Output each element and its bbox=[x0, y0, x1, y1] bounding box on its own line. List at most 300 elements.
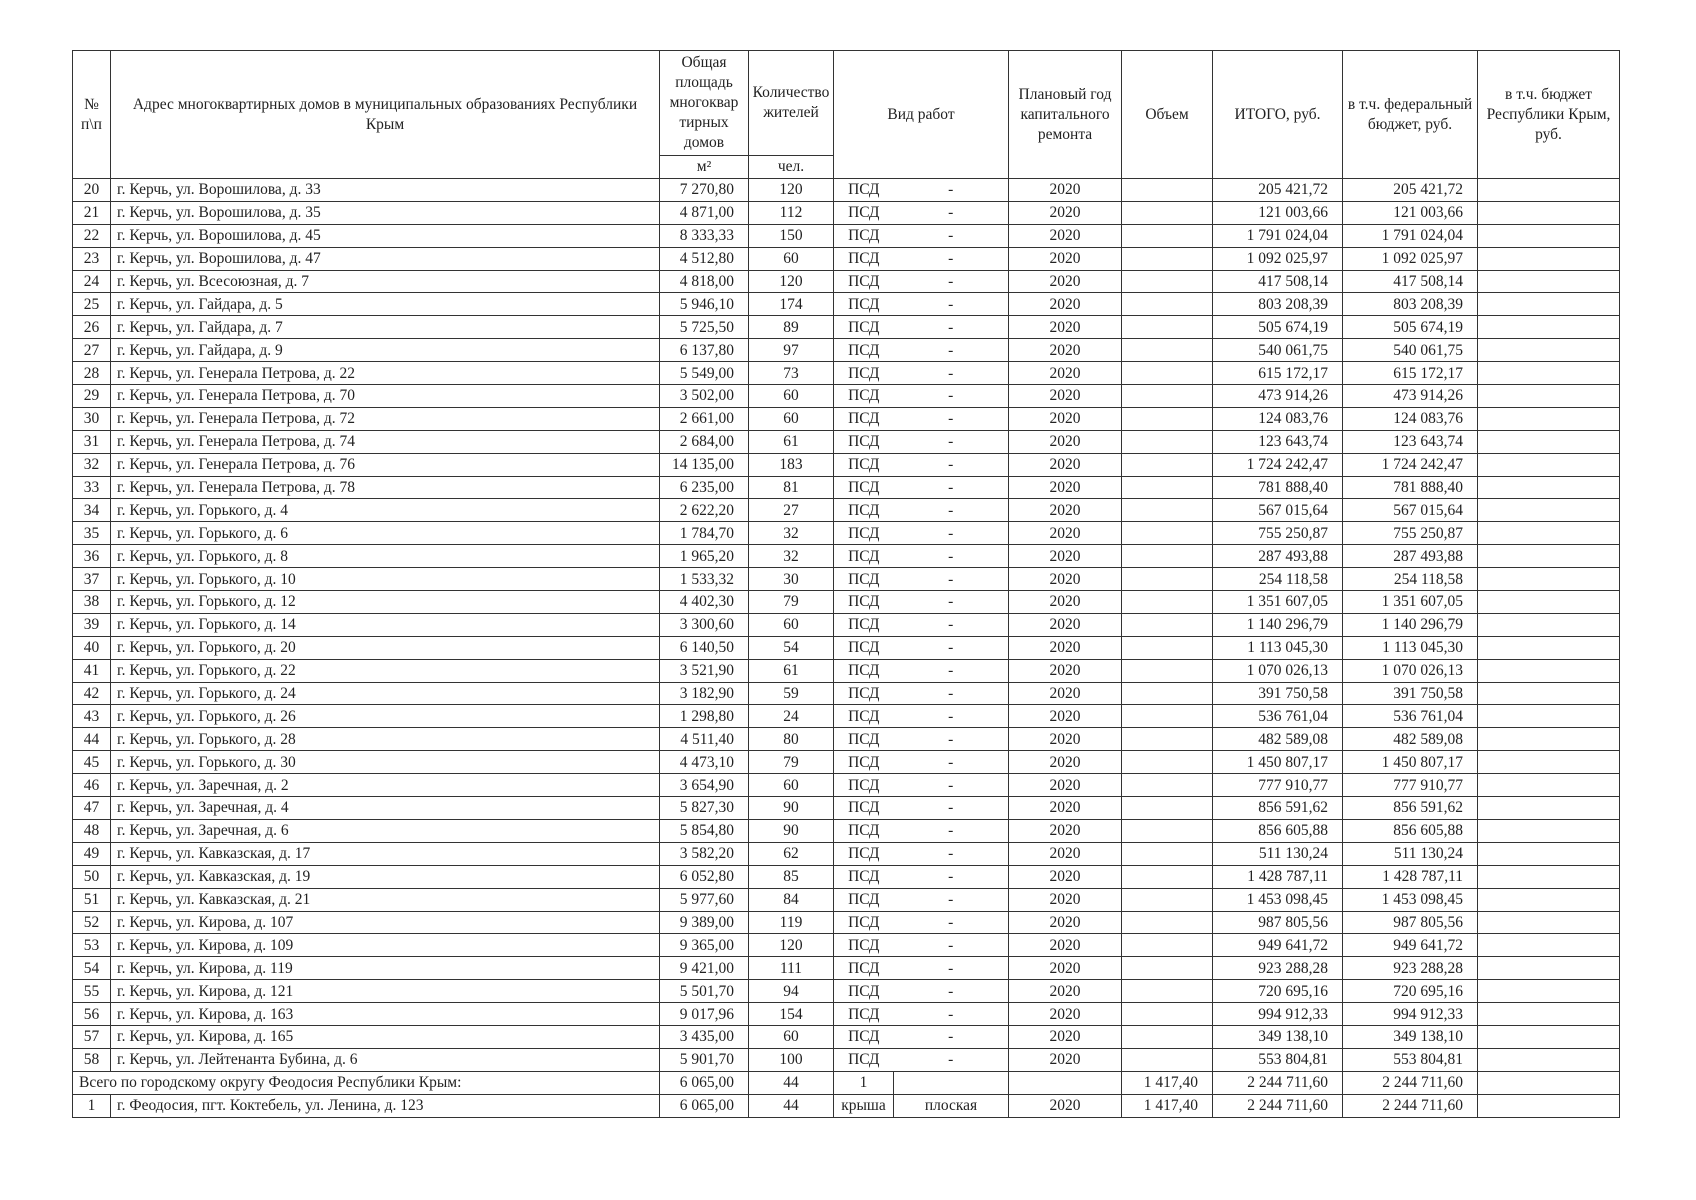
cell-regional bbox=[1478, 797, 1620, 820]
cell-volume bbox=[1122, 865, 1213, 888]
table-row bbox=[73, 179, 1620, 202]
cell-volume bbox=[1122, 201, 1213, 224]
cell-address: г. Керчь, ул. Горького, д. 12 bbox=[111, 591, 660, 614]
cell-federal: 473 914,26 bbox=[1343, 385, 1478, 408]
table-row bbox=[73, 247, 1620, 270]
cell-work-type: ПСД bbox=[834, 682, 894, 705]
cell-address: г. Керчь, ул. Гайдара, д. 9 bbox=[111, 339, 660, 362]
cell-residents: 60 bbox=[749, 407, 834, 430]
cell-total: 2 244 711,60 bbox=[1213, 1094, 1343, 1117]
table-body bbox=[73, 179, 1620, 1118]
cell-federal: 856 591,62 bbox=[1343, 797, 1478, 820]
cell-residents: 80 bbox=[749, 728, 834, 751]
cell-area: 3 182,90 bbox=[660, 682, 749, 705]
cell-regional bbox=[1478, 842, 1620, 865]
table-row bbox=[73, 774, 1620, 797]
cell-work-type: ПСД bbox=[834, 842, 894, 865]
cell-work-subtype: - bbox=[894, 842, 1009, 865]
cell-year: 2020 bbox=[1009, 613, 1122, 636]
cell-work-subtype: - bbox=[894, 339, 1009, 362]
cell-num: 24 bbox=[73, 270, 111, 293]
cell-work-type: ПСД bbox=[834, 705, 894, 728]
cell-num: 34 bbox=[73, 499, 111, 522]
cell-area: 6 052,80 bbox=[660, 865, 749, 888]
cell-work-type: ПСД bbox=[834, 751, 894, 774]
cell-volume bbox=[1122, 247, 1213, 270]
cell-residents: 174 bbox=[749, 293, 834, 316]
table-row bbox=[73, 682, 1620, 705]
cell-area: 1 298,80 bbox=[660, 705, 749, 728]
cell-area: 4 473,10 bbox=[660, 751, 749, 774]
cell-work-type: ПСД bbox=[834, 1025, 894, 1048]
cell-num: 22 bbox=[73, 224, 111, 247]
cell-year: 2020 bbox=[1009, 636, 1122, 659]
cell-work-subtype: - bbox=[894, 1003, 1009, 1026]
subtotal-total: 2 244 711,60 bbox=[1213, 1071, 1343, 1094]
cell-volume bbox=[1122, 682, 1213, 705]
cell-num: 41 bbox=[73, 659, 111, 682]
subtotal-regional bbox=[1478, 1071, 1620, 1094]
header-area-unit: м² bbox=[660, 156, 749, 179]
table-row bbox=[73, 705, 1620, 728]
cell-work-type: ПСД bbox=[834, 591, 894, 614]
cell-address: г. Керчь, ул. Кирова, д. 163 bbox=[111, 1003, 660, 1026]
cell-residents: 30 bbox=[749, 568, 834, 591]
cell-volume bbox=[1122, 293, 1213, 316]
cell-num: 45 bbox=[73, 751, 111, 774]
cell-total: 1 724 242,47 bbox=[1213, 453, 1343, 476]
table-row bbox=[73, 751, 1620, 774]
cell-work-subtype: - bbox=[894, 774, 1009, 797]
cell-federal: 1 453 098,45 bbox=[1343, 888, 1478, 911]
cell-year: 2020 bbox=[1009, 1048, 1122, 1071]
cell-work-subtype: - bbox=[894, 934, 1009, 957]
cell-federal: 1 724 242,47 bbox=[1343, 453, 1478, 476]
cell-volume bbox=[1122, 911, 1213, 934]
cell-work-type: ПСД bbox=[834, 362, 894, 385]
cell-regional bbox=[1478, 1048, 1620, 1071]
cell-work-type: ПСД bbox=[834, 1048, 894, 1071]
cell-address: г. Керчь, ул. Кирова, д. 119 bbox=[111, 957, 660, 980]
table-row bbox=[73, 545, 1620, 568]
cell-work-subtype: - bbox=[894, 201, 1009, 224]
cell-area: 3 435,00 bbox=[660, 1025, 749, 1048]
cell-total: 856 591,62 bbox=[1213, 797, 1343, 820]
table-row bbox=[73, 453, 1620, 476]
cell-regional bbox=[1478, 659, 1620, 682]
subtotal-federal: 2 244 711,60 bbox=[1343, 1071, 1478, 1094]
cell-work-subtype: - bbox=[894, 545, 1009, 568]
cell-total: 567 015,64 bbox=[1213, 499, 1343, 522]
cell-federal: 124 083,76 bbox=[1343, 407, 1478, 430]
cell-federal: 511 130,24 bbox=[1343, 842, 1478, 865]
cell-work-subtype: - bbox=[894, 1025, 1009, 1048]
cell-year: 2020 bbox=[1009, 522, 1122, 545]
cell-area: 5 854,80 bbox=[660, 819, 749, 842]
cell-regional bbox=[1478, 591, 1620, 614]
cell-total: 1 113 045,30 bbox=[1213, 636, 1343, 659]
cell-federal: 567 015,64 bbox=[1343, 499, 1478, 522]
cell-total: 803 208,39 bbox=[1213, 293, 1343, 316]
cell-work-subtype: - bbox=[894, 1048, 1009, 1071]
cell-num: 26 bbox=[73, 316, 111, 339]
cell-residents: 32 bbox=[749, 522, 834, 545]
cell-year: 2020 bbox=[1009, 339, 1122, 362]
cell-work-type: ПСД bbox=[834, 797, 894, 820]
cell-total: 482 589,08 bbox=[1213, 728, 1343, 751]
table-row bbox=[73, 591, 1620, 614]
cell-area: 2 684,00 bbox=[660, 430, 749, 453]
cell-work-type: ПСД bbox=[834, 636, 894, 659]
table-row bbox=[73, 728, 1620, 751]
subtotal-year bbox=[1009, 1071, 1122, 1094]
cell-year: 2020 bbox=[1009, 728, 1122, 751]
cell-work-type: ПСД bbox=[834, 980, 894, 1003]
cell-work-type: ПСД bbox=[834, 339, 894, 362]
cell-work-subtype: - bbox=[894, 293, 1009, 316]
table-row bbox=[73, 407, 1620, 430]
document-page bbox=[72, 50, 1620, 1118]
cell-area: 5 946,10 bbox=[660, 293, 749, 316]
cell-area: 4 402,30 bbox=[660, 591, 749, 614]
cell-volume bbox=[1122, 888, 1213, 911]
cell-residents: 61 bbox=[749, 659, 834, 682]
cell-federal: 121 003,66 bbox=[1343, 201, 1478, 224]
cell-residents: 89 bbox=[749, 316, 834, 339]
cell-area: 3 502,00 bbox=[660, 385, 749, 408]
cell-year: 2020 bbox=[1009, 911, 1122, 934]
cell-total: 1 070 026,13 bbox=[1213, 659, 1343, 682]
cell-address: г. Керчь, ул. Горького, д. 24 bbox=[111, 682, 660, 705]
cell-total: 777 910,77 bbox=[1213, 774, 1343, 797]
cell-work-type: ПСД bbox=[834, 613, 894, 636]
header-residents-unit: чел. bbox=[749, 156, 834, 179]
cell-federal: 287 493,88 bbox=[1343, 545, 1478, 568]
cell-residents: 120 bbox=[749, 270, 834, 293]
cell-volume bbox=[1122, 179, 1213, 202]
cell-num: 33 bbox=[73, 476, 111, 499]
cell-volume bbox=[1122, 522, 1213, 545]
cell-total: 923 288,28 bbox=[1213, 957, 1343, 980]
cell-federal: 1 428 787,11 bbox=[1343, 865, 1478, 888]
cell-volume bbox=[1122, 797, 1213, 820]
cell-address: г. Керчь, ул. Лейтенанта Бубина, д. 6 bbox=[111, 1048, 660, 1071]
cell-address: г. Керчь, ул. Кавказская, д. 19 bbox=[111, 865, 660, 888]
cell-regional bbox=[1478, 545, 1620, 568]
cell-work-subtype: - bbox=[894, 957, 1009, 980]
cell-federal: 1 113 045,30 bbox=[1343, 636, 1478, 659]
cell-work-subtype: - bbox=[894, 728, 1009, 751]
cell-total: 417 508,14 bbox=[1213, 270, 1343, 293]
cell-num: 49 bbox=[73, 842, 111, 865]
cell-year: 2020 bbox=[1009, 545, 1122, 568]
cell-federal: 987 805,56 bbox=[1343, 911, 1478, 934]
table-row bbox=[73, 1025, 1620, 1048]
cell-total: 511 130,24 bbox=[1213, 842, 1343, 865]
cell-area: 14 135,00 bbox=[660, 453, 749, 476]
cell-year: 2020 bbox=[1009, 430, 1122, 453]
cell-area: 4 512,80 bbox=[660, 247, 749, 270]
cell-address: г. Керчь, ул. Гайдара, д. 7 bbox=[111, 316, 660, 339]
cell-work-type: ПСД bbox=[834, 453, 894, 476]
cell-volume bbox=[1122, 934, 1213, 957]
cell-residents: 60 bbox=[749, 613, 834, 636]
cell-work-type: ПСД bbox=[834, 888, 894, 911]
cell-year: 2020 bbox=[1009, 293, 1122, 316]
table-row bbox=[73, 1094, 1620, 1117]
cell-year: 2020 bbox=[1009, 1094, 1122, 1117]
cell-area: 2 622,20 bbox=[660, 499, 749, 522]
cell-residents: 120 bbox=[749, 934, 834, 957]
cell-num: 28 bbox=[73, 362, 111, 385]
cell-regional bbox=[1478, 1025, 1620, 1048]
cell-area: 3 521,90 bbox=[660, 659, 749, 682]
header-federal: в т.ч. федеральный бюджет, руб. bbox=[1343, 51, 1478, 179]
cell-regional bbox=[1478, 751, 1620, 774]
cell-volume bbox=[1122, 568, 1213, 591]
table-row bbox=[73, 613, 1620, 636]
cell-work-type: ПСД bbox=[834, 659, 894, 682]
header-regional: в т.ч. бюджет Республики Крым, руб. bbox=[1478, 51, 1620, 179]
cell-total: 994 912,33 bbox=[1213, 1003, 1343, 1026]
cell-federal: 540 061,75 bbox=[1343, 339, 1478, 362]
cell-federal: 1 070 026,13 bbox=[1343, 659, 1478, 682]
cell-work-type: ПСД bbox=[834, 201, 894, 224]
cell-residents: 32 bbox=[749, 545, 834, 568]
cell-num: 29 bbox=[73, 385, 111, 408]
cell-volume bbox=[1122, 774, 1213, 797]
cell-federal: 417 508,14 bbox=[1343, 270, 1478, 293]
table-row bbox=[73, 980, 1620, 1003]
cell-num: 1 bbox=[73, 1094, 111, 1117]
cell-work-subtype: - bbox=[894, 224, 1009, 247]
cell-work-subtype: - bbox=[894, 980, 1009, 1003]
cell-federal: 536 761,04 bbox=[1343, 705, 1478, 728]
cell-work-subtype: - bbox=[894, 705, 1009, 728]
cell-regional bbox=[1478, 636, 1620, 659]
cell-regional bbox=[1478, 316, 1620, 339]
cell-area: 5 501,70 bbox=[660, 980, 749, 1003]
cell-year: 2020 bbox=[1009, 980, 1122, 1003]
cell-address: г. Керчь, ул. Ворошилова, д. 47 bbox=[111, 247, 660, 270]
cell-federal: 781 888,40 bbox=[1343, 476, 1478, 499]
cell-regional bbox=[1478, 613, 1620, 636]
table-header bbox=[73, 51, 1620, 179]
cell-total: 615 172,17 bbox=[1213, 362, 1343, 385]
cell-regional bbox=[1478, 865, 1620, 888]
table-row bbox=[73, 797, 1620, 820]
cell-federal: 391 750,58 bbox=[1343, 682, 1478, 705]
cell-total: 254 118,58 bbox=[1213, 568, 1343, 591]
cell-area: 3 300,60 bbox=[660, 613, 749, 636]
cell-total: 391 750,58 bbox=[1213, 682, 1343, 705]
cell-year: 2020 bbox=[1009, 499, 1122, 522]
cell-residents: 119 bbox=[749, 911, 834, 934]
cell-num: 44 bbox=[73, 728, 111, 751]
cell-residents: 100 bbox=[749, 1048, 834, 1071]
cell-federal: 755 250,87 bbox=[1343, 522, 1478, 545]
cell-year: 2020 bbox=[1009, 179, 1122, 202]
cell-federal: 1 450 807,17 bbox=[1343, 751, 1478, 774]
subtotal-area: 6 065,00 bbox=[660, 1071, 749, 1094]
cell-total: 1 428 787,11 bbox=[1213, 865, 1343, 888]
cell-federal: 720 695,16 bbox=[1343, 980, 1478, 1003]
cell-year: 2020 bbox=[1009, 224, 1122, 247]
cell-federal: 803 208,39 bbox=[1343, 293, 1478, 316]
cell-federal: 1 140 296,79 bbox=[1343, 613, 1478, 636]
cell-year: 2020 bbox=[1009, 453, 1122, 476]
cell-num: 48 bbox=[73, 819, 111, 842]
table-row bbox=[73, 499, 1620, 522]
cell-volume bbox=[1122, 407, 1213, 430]
cell-work-subtype: - bbox=[894, 453, 1009, 476]
table-row bbox=[73, 385, 1620, 408]
cell-work-subtype: - bbox=[894, 407, 1009, 430]
cell-area: 9 017,96 bbox=[660, 1003, 749, 1026]
cell-total: 123 643,74 bbox=[1213, 430, 1343, 453]
header-address: Адрес многоквартирных домов в муниципальных образованиях Республики Крым bbox=[111, 51, 660, 179]
cell-regional bbox=[1478, 499, 1620, 522]
cell-work-type: ПСД bbox=[834, 728, 894, 751]
table-row bbox=[73, 224, 1620, 247]
cell-volume bbox=[1122, 819, 1213, 842]
table-row bbox=[73, 270, 1620, 293]
cell-residents: 97 bbox=[749, 339, 834, 362]
subtotal-label: Всего по городскому округу Феодосия Республики Крым: bbox=[73, 1071, 660, 1094]
cell-regional bbox=[1478, 201, 1620, 224]
cell-regional bbox=[1478, 911, 1620, 934]
cell-area: 9 365,00 bbox=[660, 934, 749, 957]
cell-volume: 1 417,40 bbox=[1122, 1094, 1213, 1117]
cell-area: 3 654,90 bbox=[660, 774, 749, 797]
cell-residents: 60 bbox=[749, 247, 834, 270]
subtotal-volume: 1 417,40 bbox=[1122, 1071, 1213, 1094]
cell-total: 540 061,75 bbox=[1213, 339, 1343, 362]
cell-total: 856 605,88 bbox=[1213, 819, 1343, 842]
cell-work-type: ПСД bbox=[834, 1003, 894, 1026]
cell-work-subtype: - bbox=[894, 270, 1009, 293]
cell-address: г. Керчь, ул. Гайдара, д. 5 bbox=[111, 293, 660, 316]
cell-work-subtype: - bbox=[894, 888, 1009, 911]
cell-work-type: ПСД bbox=[834, 293, 894, 316]
cell-volume bbox=[1122, 980, 1213, 1003]
cell-work-subtype: - bbox=[894, 751, 1009, 774]
cell-federal: 349 138,10 bbox=[1343, 1025, 1478, 1048]
cell-address: г. Керчь, ул. Горького, д. 28 bbox=[111, 728, 660, 751]
cell-federal: 2 244 711,60 bbox=[1343, 1094, 1478, 1117]
cell-num: 30 bbox=[73, 407, 111, 430]
cell-year: 2020 bbox=[1009, 751, 1122, 774]
cell-total: 1 453 098,45 bbox=[1213, 888, 1343, 911]
cell-regional bbox=[1478, 453, 1620, 476]
cell-address: г. Керчь, ул. Горького, д. 26 bbox=[111, 705, 660, 728]
cell-work-type: ПСД bbox=[834, 774, 894, 797]
cell-work-subtype: - bbox=[894, 659, 1009, 682]
table-row bbox=[73, 888, 1620, 911]
cell-num: 40 bbox=[73, 636, 111, 659]
cell-area: 7 270,80 bbox=[660, 179, 749, 202]
cell-regional bbox=[1478, 339, 1620, 362]
cell-num: 36 bbox=[73, 545, 111, 568]
cell-num: 52 bbox=[73, 911, 111, 934]
cell-regional bbox=[1478, 705, 1620, 728]
cell-num: 42 bbox=[73, 682, 111, 705]
cell-federal: 482 589,08 bbox=[1343, 728, 1478, 751]
cell-regional bbox=[1478, 980, 1620, 1003]
cell-work-type: ПСД bbox=[834, 476, 894, 499]
cell-work-subtype: - bbox=[894, 385, 1009, 408]
cell-work-type: ПСД bbox=[834, 316, 894, 339]
cell-year: 2020 bbox=[1009, 1003, 1122, 1026]
cell-year: 2020 bbox=[1009, 362, 1122, 385]
cell-num: 58 bbox=[73, 1048, 111, 1071]
cell-total: 1 140 296,79 bbox=[1213, 613, 1343, 636]
cell-year: 2020 bbox=[1009, 842, 1122, 865]
cell-total: 1 092 025,97 bbox=[1213, 247, 1343, 270]
header-area: Общая площадь многоквар тирных домов bbox=[660, 51, 749, 156]
header-residents: Количество жителей bbox=[749, 51, 834, 156]
cell-volume bbox=[1122, 1003, 1213, 1026]
cell-num: 35 bbox=[73, 522, 111, 545]
cell-address: г. Керчь, ул. Ворошилова, д. 33 bbox=[111, 179, 660, 202]
cell-work-subtype: - bbox=[894, 179, 1009, 202]
cell-year: 2020 bbox=[1009, 934, 1122, 957]
cell-total: 781 888,40 bbox=[1213, 476, 1343, 499]
cell-residents: 24 bbox=[749, 705, 834, 728]
cell-work-type: ПСД bbox=[834, 934, 894, 957]
cell-year: 2020 bbox=[1009, 270, 1122, 293]
cell-address: г. Феодосия, пгт. Коктебель, ул. Ленина, д. 123 bbox=[111, 1094, 660, 1117]
cell-num: 21 bbox=[73, 201, 111, 224]
cell-total: 473 914,26 bbox=[1213, 385, 1343, 408]
cell-year: 2020 bbox=[1009, 659, 1122, 682]
cell-address: г. Керчь, ул. Горького, д. 30 bbox=[111, 751, 660, 774]
cell-regional bbox=[1478, 522, 1620, 545]
cell-num: 57 bbox=[73, 1025, 111, 1048]
cell-volume bbox=[1122, 659, 1213, 682]
subtotal-residents: 44 bbox=[749, 1071, 834, 1094]
cell-work-subtype: плоская bbox=[894, 1094, 1009, 1117]
cell-volume bbox=[1122, 1048, 1213, 1071]
cell-year: 2020 bbox=[1009, 476, 1122, 499]
cell-area: 5 977,60 bbox=[660, 888, 749, 911]
cell-work-subtype: - bbox=[894, 247, 1009, 270]
cell-num: 55 bbox=[73, 980, 111, 1003]
cell-residents: 59 bbox=[749, 682, 834, 705]
cell-work-type: ПСД bbox=[834, 499, 894, 522]
cell-area: 2 661,00 bbox=[660, 407, 749, 430]
cell-work-subtype: - bbox=[894, 316, 1009, 339]
table-row bbox=[73, 362, 1620, 385]
cell-regional bbox=[1478, 957, 1620, 980]
table-row bbox=[73, 957, 1620, 980]
cell-work-type: ПСД bbox=[834, 865, 894, 888]
cell-federal: 1 092 025,97 bbox=[1343, 247, 1478, 270]
cell-num: 20 bbox=[73, 179, 111, 202]
cell-residents: 27 bbox=[749, 499, 834, 522]
cell-address: г. Керчь, ул. Кирова, д. 107 bbox=[111, 911, 660, 934]
cell-year: 2020 bbox=[1009, 865, 1122, 888]
cell-num: 53 bbox=[73, 934, 111, 957]
cell-federal: 205 421,72 bbox=[1343, 179, 1478, 202]
cell-address: г. Керчь, ул. Горького, д. 6 bbox=[111, 522, 660, 545]
cell-regional bbox=[1478, 774, 1620, 797]
cell-work-type: ПСД bbox=[834, 545, 894, 568]
cell-num: 38 bbox=[73, 591, 111, 614]
cell-work-subtype: - bbox=[894, 362, 1009, 385]
cell-work-type: ПСД bbox=[834, 911, 894, 934]
cell-residents: 60 bbox=[749, 1025, 834, 1048]
